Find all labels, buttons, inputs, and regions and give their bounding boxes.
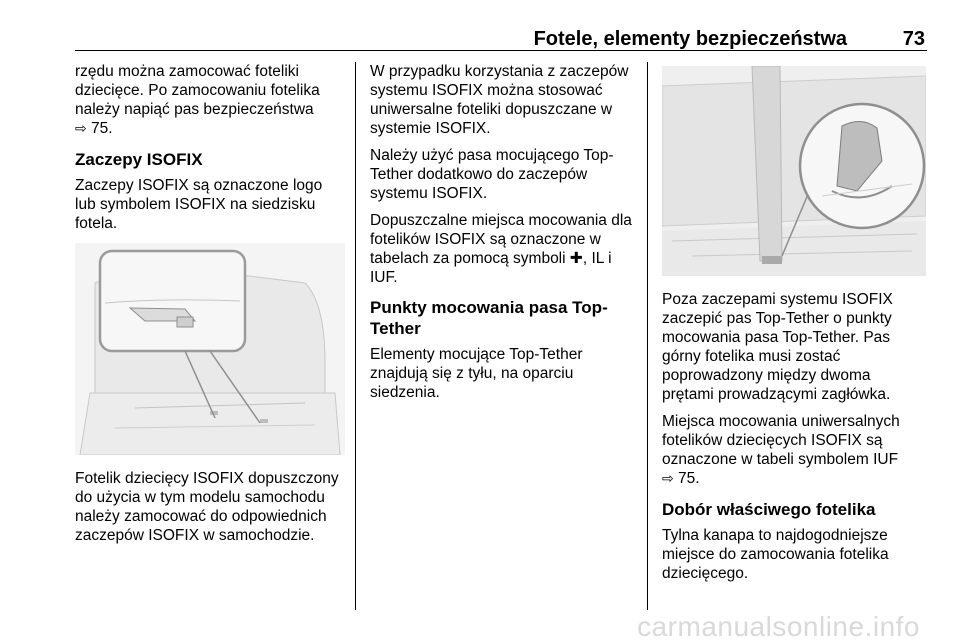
paragraph: Należy użyć pasa mocującego Top-Tether dodatkowo do zaczepów systemu ISOFIX. (370, 147, 614, 202)
top-tether-illustration (662, 66, 926, 276)
paragraph: Zaczepy ISOFIX są oznaczone logo lub symbolem ISOFIX na siedzisku fotela. (75, 177, 323, 232)
paragraph-text: Dopuszczalne miejsca mocowania dla fotelików ISOFIX są oznaczone w tabelach za pomocą symboli (370, 212, 632, 267)
paragraph (75, 62, 345, 139)
heading-isofix: Zaczepy ISOFIX (75, 150, 203, 169)
heading-choose-seat: Dobór właściwego fotelika (662, 500, 876, 519)
paragraph (662, 412, 926, 489)
seat-illustration-svg (75, 243, 345, 455)
section-title: Fotele, elementy bezpieczeństwa (533, 28, 847, 50)
paragraph: Poza zaczepami systemu ISOFIX zaczepić pas Top-Tether o punkty mocowania pasa Top-Tether. Pas górny fotelika musi zostać poprowadzony między dwoma prętami prowadzącymi zagłówka. (662, 291, 893, 403)
column-divider (647, 62, 648, 610)
page-ref[interactable]: 75. (678, 470, 700, 487)
paragraph: Tylna kanapa to najdogodniejsze miejsce do zamocowania fotelika dziecięcego. (662, 527, 889, 582)
column-1 (75, 62, 345, 553)
watermark: carmanualsonline.info (637, 611, 920, 642)
column-divider (355, 62, 356, 610)
cross-symbol-icon: ✚ (569, 249, 583, 267)
tether-illustration-svg (662, 66, 926, 276)
page-ref-arrow-icon[interactable]: ⇨ (662, 471, 674, 487)
page-ref-arrow-icon[interactable]: ⇨ (75, 121, 87, 137)
paragraph: W przypadku korzystania z zaczepów systemu ISOFIX można stosować uniwersalne foteliki dopuszczane w systemie ISOFIX. (370, 63, 629, 137)
paragraph-text: Miejsca mocowania uniwersalnych fotelików dziecięcych ISOFIX są oznaczone w tabeli symbolem IUF (662, 413, 900, 468)
paragraph-text: rzędu można zamocować foteliki dziecięce. Po zamocowaniu fotelika należy napiąć pas bezpieczeństwa (75, 63, 320, 118)
paragraph (370, 211, 636, 287)
paragraph: Elementy mocujące Top-Tether znajdują się z tyłu, na oparciu siedzenia. (370, 346, 583, 401)
column-3 (662, 62, 926, 591)
page-number: 73 (902, 28, 925, 50)
isofix-seat-illustration (75, 243, 345, 455)
paragraph-text: , IL i IUF. (370, 250, 612, 286)
paragraph: Fotelik dziecięcy ISOFIX dopuszczony do użycia w tym modelu samochodu należy zamocować do odpowiednich zaczepów ISOFIX w samochodzie. (75, 470, 339, 544)
page-header (75, 28, 927, 51)
column-2 (370, 62, 636, 410)
page-ref[interactable]: 75. (91, 120, 113, 137)
heading-top-tether: Punkty mocowania pasa Top-Tether (370, 298, 608, 338)
